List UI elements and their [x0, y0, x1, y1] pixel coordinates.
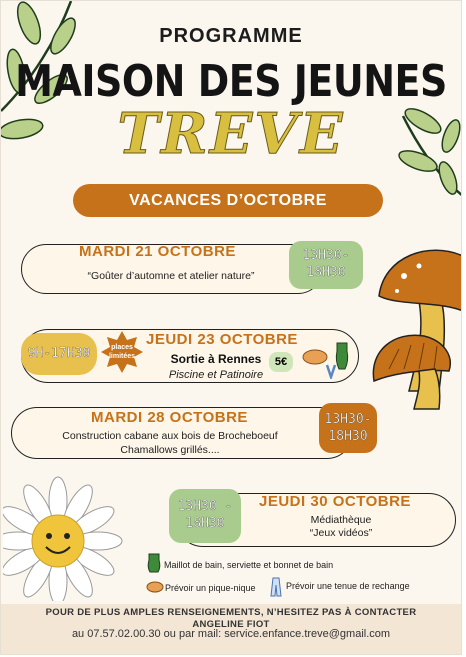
- note-picnic: Prévoir un pique-nique: [165, 583, 256, 593]
- footer-contact-name: ANGELINE FIOT: [192, 619, 270, 630]
- town-name: TREVE: [117, 101, 345, 167]
- note-change-clothes: Prévoir une tenue de rechange: [286, 581, 410, 591]
- event-3-time: 13H30- 18H30: [319, 403, 377, 453]
- swim-items-icon: [301, 339, 351, 379]
- event-1-time: 13H30- 18H30: [289, 241, 363, 289]
- event-4-description-1: Médiathèque: [310, 514, 372, 526]
- event-3-day: MARDI 28 OCTOBRE: [91, 409, 248, 426]
- event-4-day: JEUDI 30 OCTOBRE: [259, 493, 411, 510]
- event-2-subtitle: Piscine et Patinoire: [168, 369, 264, 381]
- event-2-title: Sortie à Rennes: [170, 352, 262, 366]
- sandwich-icon: [146, 580, 164, 594]
- note-swim-gear: Maillot de bain, serviette et bonnet de bain: [164, 560, 334, 570]
- event-4-time: 13H30 - 18H30: [169, 489, 241, 543]
- event-2-time: 9H-17H30: [21, 333, 97, 375]
- event-2-limited-badge: places limitées: [108, 344, 136, 360]
- swimsuit-icon: [147, 553, 161, 573]
- page-title: MAISON DES JEUNES: [15, 55, 447, 107]
- period-banner: VACANCES D’OCTOBRE: [73, 184, 383, 217]
- price-badge: 5€: [269, 352, 293, 372]
- footer-info-line: POUR DE PLUS AMPLES RENSEIGNEMENTS, N’HESITEZ PAS À CONTACTER: [45, 607, 417, 618]
- page-eyebrow: PROGRAMME: [159, 25, 303, 47]
- daisy-flower-icon: [3, 471, 123, 601]
- event-3-description-1: Construction cabane aux bois de Brocheboeuf: [62, 430, 278, 442]
- event-2-day: JEUDI 23 OCTOBRE: [146, 331, 298, 348]
- mushroom-illustration-icon: [369, 241, 462, 411]
- event-3-description-2: Chamallows grillés....: [120, 444, 220, 456]
- footer-contact-details: au 07.57.02.00.30 ou par mail: service.enfance.treve@gmail.com: [71, 628, 391, 640]
- event-4-description-2: “Jeux vidéos”: [309, 527, 373, 539]
- event-1-day: MARDI 21 OCTOBRE: [79, 243, 236, 260]
- clothes-icon: [269, 577, 283, 597]
- event-1-description: “Goûter d’automne et atelier nature”: [87, 270, 255, 282]
